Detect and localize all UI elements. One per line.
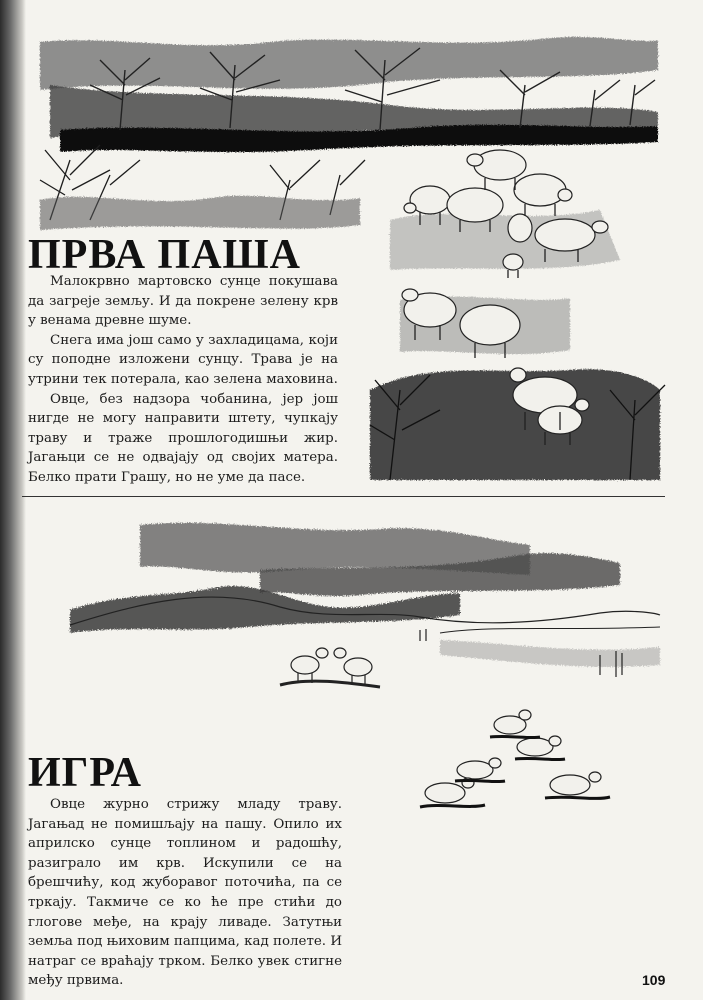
hills-lambs-illustration [60,515,665,835]
paragraph: Снега има још само у захладицама, који су поподне изложени сунцу. Трава је на утрини тек потерала, као зелена маховина. [28,332,338,387]
binding-gutter-shadow [0,0,26,1000]
section-title-first-pasture: ПРВА ПАША [28,232,301,278]
page-number: 109 [642,972,666,988]
paragraph: Овце журно стрижу младу траву. Јагањад не помишљају на пашу. Опило их априлско сунце топлином и радошћу, разиграло им крв. Искупили се на брешчићу, код жуборавог поточића, па се тркају. Такмиче се ко ће пре стићи до глогове међе, на крају ливаде. Затутњи земља под њиховим папцима, кад полете. И натраг се враћају трком. Белко увек стигне међу првима. [28,797,342,989]
paragraph: Овце, без надзора чобанина, јер још нигде не могу направити штету, чупкају траву и траже прошлогодишњи жир. Јагањци се не одвајају од својих матера. Белко прати Грашу, но не уме да пасе. [28,391,338,485]
section-divider [22,496,665,497]
section-body-game [28,795,342,991]
section-title-game: ИГРА [28,750,143,796]
paragraph: Малокрвно мартовско сунце покушава да загреје земљу. И да покрене зелену крв у венама древне шуме. [28,274,338,329]
section-body-first-pasture [28,272,338,488]
